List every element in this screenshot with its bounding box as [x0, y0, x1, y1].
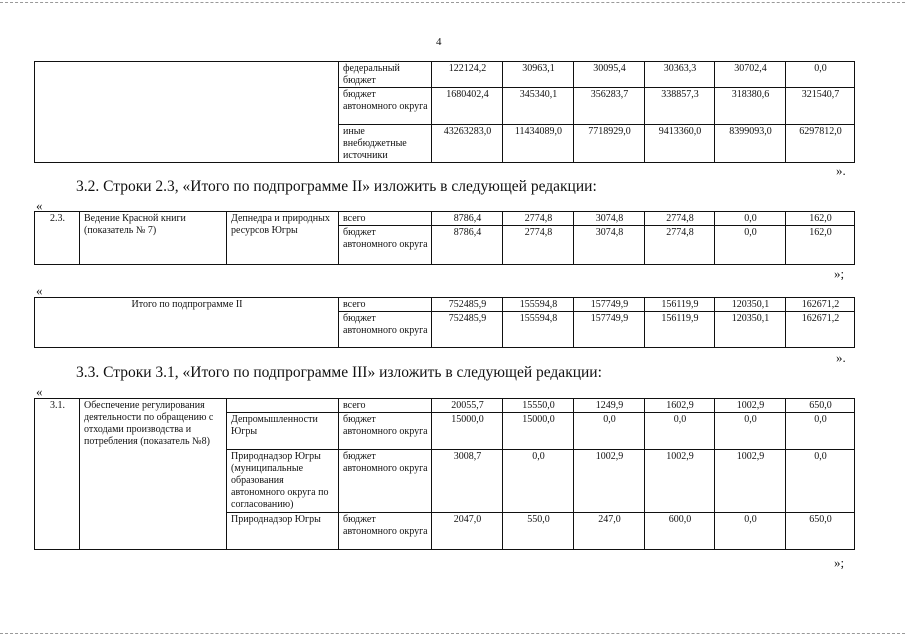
opening-quote: «: [36, 283, 43, 298]
activity-name: Ведение Красной книги (показатель № 7): [80, 212, 227, 265]
value-cell: 1002,9: [715, 399, 786, 413]
funding-source: бюджет автономного округа: [339, 413, 432, 450]
funding-source: бюджет автономного округа: [339, 450, 432, 513]
value-cell: 155594,8: [503, 298, 574, 312]
value-cell: 8399093,0: [715, 125, 786, 163]
value-cell: 1680402,4: [432, 88, 503, 125]
value-cell: 162,0: [786, 212, 855, 226]
value-cell: 157749,9: [574, 312, 645, 348]
table-row: [35, 62, 855, 88]
table-row: [35, 399, 855, 413]
table-continuation: [34, 61, 855, 163]
closing-quote: »;: [834, 266, 845, 281]
value-cell: 356283,7: [574, 88, 645, 125]
value-cell: 3074,8: [574, 212, 645, 226]
funding-source: всего: [339, 212, 432, 226]
value-cell: 752485,9: [432, 312, 503, 348]
value-cell: 156119,9: [645, 312, 715, 348]
value-cell: 321540,7: [786, 88, 855, 125]
opening-quote: «: [36, 198, 43, 213]
value-cell: 0,0: [645, 413, 715, 450]
value-cell: 9413360,0: [645, 125, 715, 163]
value-cell: 3008,7: [432, 450, 503, 513]
value-cell: 122124,2: [432, 62, 503, 88]
funding-source: иные внебюджетные источники: [339, 125, 432, 163]
value-cell: 2774,8: [645, 226, 715, 265]
value-cell: 120350,1: [715, 298, 786, 312]
section-heading: 3.3. Строки 3.1, «Итого по подпрограмме III» изложить в следующей редакции:: [76, 364, 602, 381]
value-cell: 1602,9: [645, 399, 715, 413]
value-cell: 30095,4: [574, 62, 645, 88]
funding-source: бюджет автономного округа: [339, 312, 432, 348]
value-cell: 162,0: [786, 226, 855, 265]
value-cell: 43263283,0: [432, 125, 503, 163]
value-cell: 30363,3: [645, 62, 715, 88]
blank-cell: [35, 62, 339, 163]
value-cell: 1249,9: [574, 399, 645, 413]
funding-source: бюджет автономного округа: [339, 88, 432, 125]
value-cell: 2047,0: [432, 513, 503, 550]
value-cell: 650,0: [786, 513, 855, 550]
executor-name: Депнедра и природных ресурсов Югры: [227, 212, 339, 265]
total-label: Итого по подпрограмме II: [35, 298, 339, 348]
value-cell: 6297812,0: [786, 125, 855, 163]
funding-source: федеральный бюджет: [339, 62, 432, 88]
row-number: 2.3.: [35, 212, 80, 265]
value-cell: 0,0: [574, 413, 645, 450]
value-cell: 752485,9: [432, 298, 503, 312]
value-cell: 0,0: [786, 62, 855, 88]
table-row-2-3: [34, 211, 855, 265]
value-cell: 2774,8: [503, 212, 574, 226]
opening-quote: «: [36, 384, 43, 399]
value-cell: 318380,6: [715, 88, 786, 125]
row-number: 3.1.: [35, 399, 80, 550]
funding-source: бюджет автономного округа: [339, 226, 432, 265]
value-cell: 338857,3: [645, 88, 715, 125]
funding-source: всего: [339, 399, 432, 413]
value-cell: 155594,8: [503, 312, 574, 348]
value-cell: 30702,4: [715, 62, 786, 88]
closing-quote: ».: [836, 163, 846, 178]
scan-edge-bottom: [0, 633, 905, 634]
value-cell: 0,0: [715, 226, 786, 265]
executor-name: Природнадзор Югры: [227, 513, 339, 550]
value-cell: 157749,9: [574, 298, 645, 312]
value-cell: 0,0: [503, 450, 574, 513]
value-cell: 1002,9: [715, 450, 786, 513]
value-cell: 15000,0: [432, 413, 503, 450]
value-cell: 247,0: [574, 513, 645, 550]
value-cell: 1002,9: [645, 450, 715, 513]
value-cell: 0,0: [715, 513, 786, 550]
executor-name: Депромышленности Югры: [227, 413, 339, 450]
value-cell: 345340,1: [503, 88, 574, 125]
value-cell: 600,0: [645, 513, 715, 550]
value-cell: 156119,9: [645, 298, 715, 312]
value-cell: 120350,1: [715, 312, 786, 348]
value-cell: 0,0: [786, 413, 855, 450]
value-cell: 15550,0: [503, 399, 574, 413]
value-cell: 20055,7: [432, 399, 503, 413]
closing-quote: »;: [834, 555, 845, 570]
value-cell: 30963,1: [503, 62, 574, 88]
table-row: [35, 212, 855, 226]
value-cell: 0,0: [715, 413, 786, 450]
page-number: 4: [436, 36, 442, 48]
value-cell: 550,0: [503, 513, 574, 550]
scan-edge-top: [0, 2, 905, 3]
value-cell: 0,0: [715, 212, 786, 226]
table-total-subprogram-2: [34, 297, 855, 348]
value-cell: 1002,9: [574, 450, 645, 513]
closing-quote: ».: [836, 350, 846, 365]
value-cell: 0,0: [786, 450, 855, 513]
table-row: [35, 298, 855, 312]
funding-source: бюджет автономного округа: [339, 513, 432, 550]
value-cell: 7718929,0: [574, 125, 645, 163]
table-row-3-1: [34, 398, 855, 550]
blank-cell: [227, 399, 339, 413]
value-cell: 2774,8: [503, 226, 574, 265]
value-cell: 15000,0: [503, 413, 574, 450]
funding-source: всего: [339, 298, 432, 312]
executor-name: Природнадзор Югры (муниципальные образования автономного округа по согласованию): [227, 450, 339, 513]
value-cell: 162671,2: [786, 298, 855, 312]
section-heading: 3.2. Строки 2.3, «Итого по подпрограмме II» изложить в следующей редакции:: [76, 178, 597, 195]
value-cell: 8786,4: [432, 212, 503, 226]
value-cell: 3074,8: [574, 226, 645, 265]
value-cell: 2774,8: [645, 212, 715, 226]
value-cell: 11434089,0: [503, 125, 574, 163]
activity-name: Обеспечение регулирования деятельности по обращению с отходами производства и потребления (показатель №8): [80, 399, 227, 550]
value-cell: 8786,4: [432, 226, 503, 265]
value-cell: 650,0: [786, 399, 855, 413]
value-cell: 162671,2: [786, 312, 855, 348]
